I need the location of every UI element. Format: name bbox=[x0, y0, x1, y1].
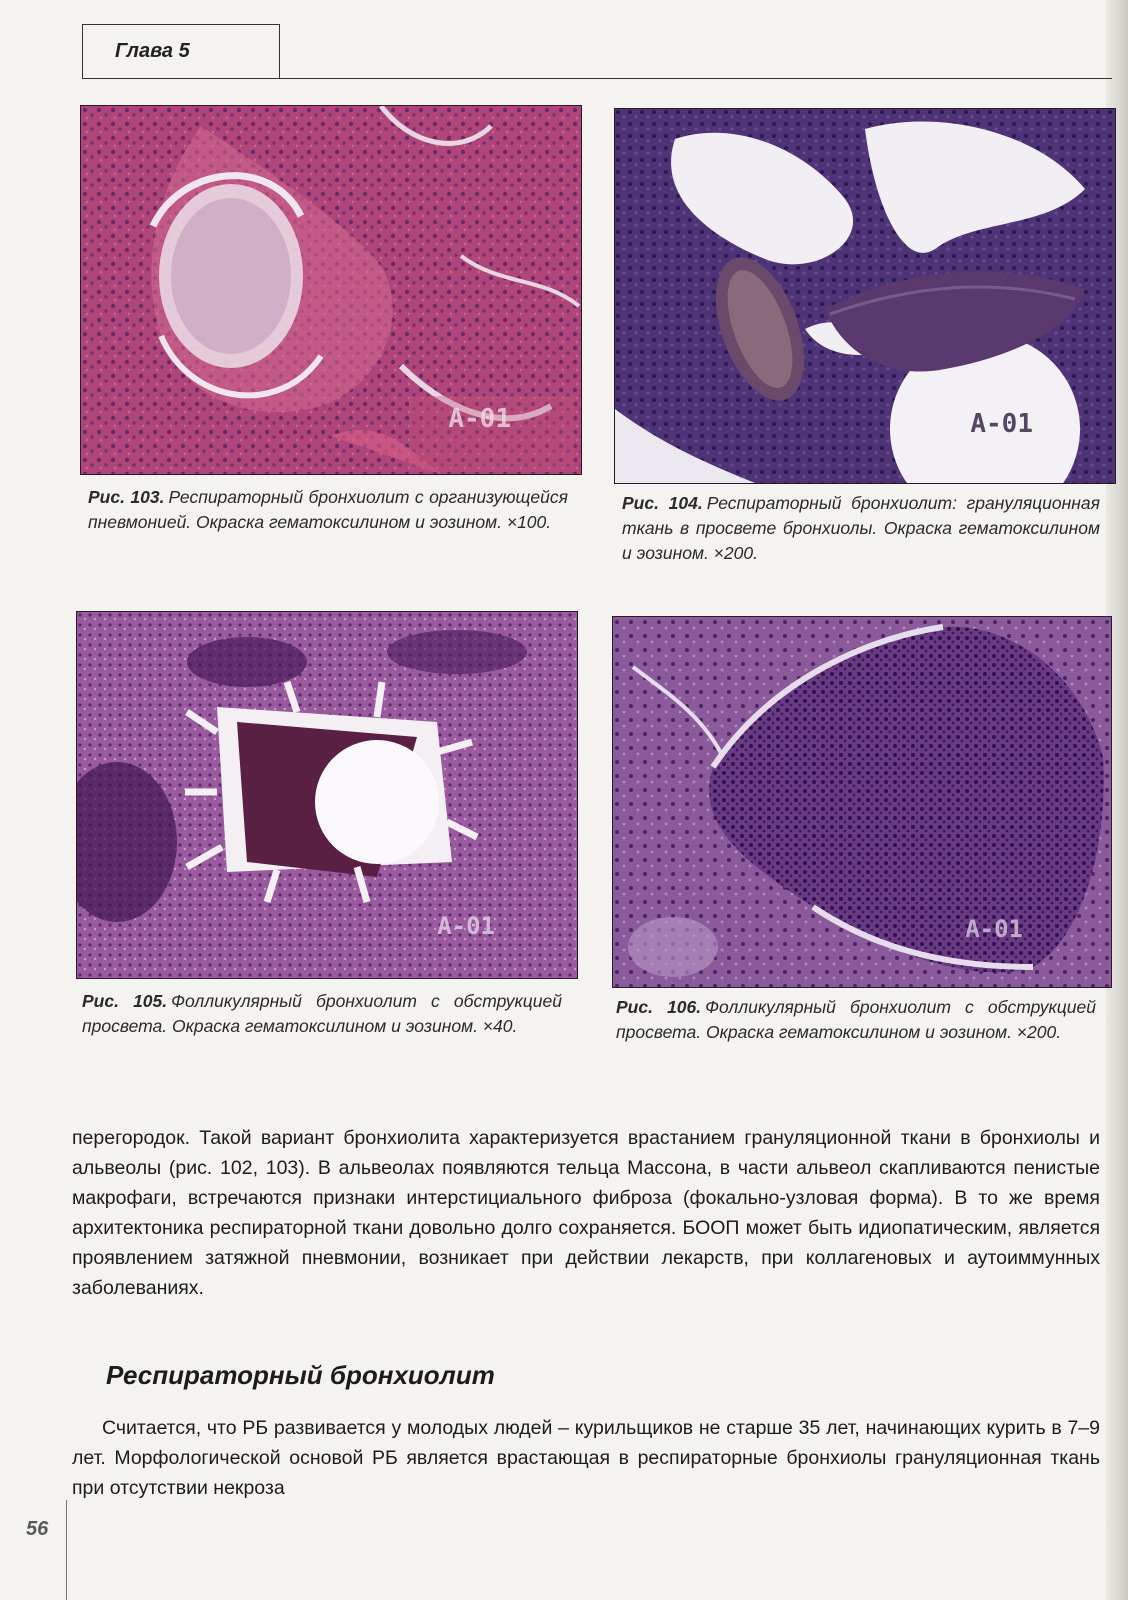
figure-106-caption-text: Фолликулярный бронхиолит с обструкцией просвета. Окраска гематоксилином и эозином. ×200. bbox=[616, 997, 1096, 1042]
figure-105-number: Рис. 105. bbox=[82, 991, 168, 1011]
figure-105-watermark: A-01 bbox=[437, 912, 495, 940]
section-heading: Респираторный бронхиолит bbox=[106, 1360, 495, 1390]
header-rule bbox=[82, 78, 1112, 79]
figure-103-number: Рис. 103. bbox=[88, 487, 165, 507]
figure-103-caption-text: Респираторный бронхиолит с организующейся пневмонией. Окраска гематоксилином и эозином. ×100. bbox=[88, 487, 568, 532]
figure-103-watermark: A-01 bbox=[448, 404, 511, 434]
figure-106-watermark: A-01 bbox=[965, 915, 1023, 943]
figure-105-micrograph bbox=[76, 611, 578, 979]
body-paragraph-2: Считается, что РБ развивается у молодых людей – курильщиков не старше 35 лет, начинающих курить в 7–9 лет. Морфологической основой РБ является врастающая в респираторные бронхиолы грануляционная ткань при отсутствии некроза bbox=[72, 1417, 1100, 1499]
figure-103-micrograph bbox=[80, 105, 582, 475]
body-paragraph-1: перегородок. Такой вариант бронхиолита характеризуется врастанием грануляционной ткани в бронхиолы и альвеолы (рис. 102, 103). В альвеолах появляются тельца Массона, в части альвеол скапливаются пенистые макрофаги, встречаются признаки интерстициального фиброза (фокально-узловая форма). В то же время архитектоника респираторной ткани довольно долго сохраняется. БООП может быть идиопатическим, является проявлением затяжной пневмонии, возникает при действии лекарств, при коллагеновых и аутоиммунных заболеваниях. bbox=[72, 1127, 1100, 1299]
figure-106-micrograph bbox=[612, 616, 1112, 988]
figure-104-caption-text: Респираторный бронхиолит: грануляционная ткань в просвете бронхиолы. Окраска гематоксилином и эозином. ×200. bbox=[622, 493, 1100, 563]
figure-103-caption bbox=[88, 485, 568, 535]
figure-105-caption bbox=[82, 989, 562, 1039]
figure-104-micrograph bbox=[614, 108, 1116, 484]
figure-106-number: Рис. 106. bbox=[616, 997, 702, 1017]
figure-106-caption bbox=[616, 995, 1096, 1045]
figure-105-caption-text: Фолликулярный бронхиолит с обструкцией просвета. Окраска гематоксилином и эозином. ×40. bbox=[82, 991, 562, 1036]
chapter-label: Глава 5 bbox=[115, 40, 190, 62]
chapter-tab bbox=[82, 24, 280, 78]
figure-104-number: Рис. 104. bbox=[622, 493, 703, 513]
figure-104-watermark: A-01 bbox=[970, 409, 1033, 439]
figure-104-caption bbox=[622, 491, 1100, 566]
page-number: 56 bbox=[26, 1518, 49, 1540]
page-number-rule bbox=[66, 1500, 67, 1600]
